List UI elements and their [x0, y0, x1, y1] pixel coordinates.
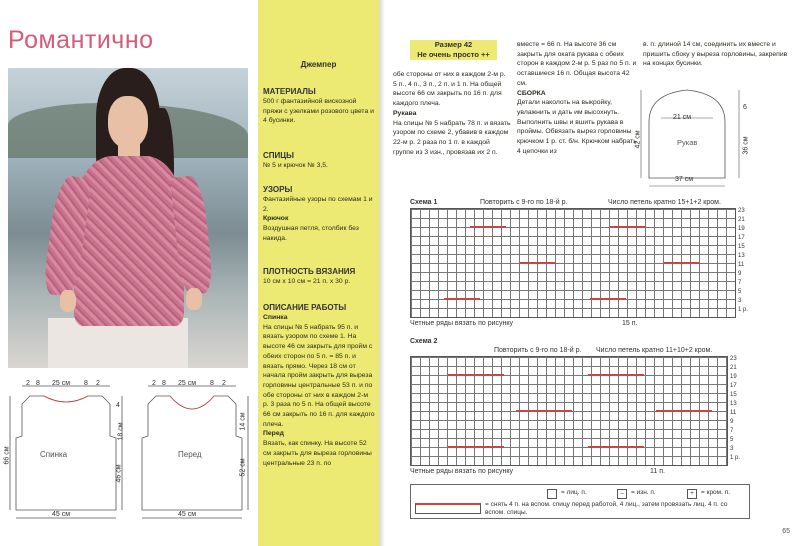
- chart2-row-label: 5: [730, 437, 734, 443]
- sleeve-top-dim: 21 см: [673, 114, 692, 121]
- chart2-row-label: 21: [730, 365, 737, 371]
- sleeve-height-dim: 42 см: [634, 130, 642, 149]
- chart2-cable-line-1: [448, 374, 504, 376]
- photo-right-hand: [186, 288, 202, 310]
- chart1-width: 15 п.: [622, 320, 638, 327]
- legend-purl: = изн. п.: [631, 489, 656, 496]
- chart1-footnote: Четные ряды вязать по рисунку: [410, 320, 514, 327]
- chart2-cable-line-4: [656, 410, 712, 412]
- section-materials: [263, 86, 375, 126]
- edge-symbol-icon: +: [687, 489, 697, 499]
- gauge-heading: ПЛОТНОСТЬ ВЯЗАНИЯ: [263, 267, 356, 276]
- chart1-cable-line-5: [444, 298, 480, 300]
- back-side-dim-3: 46 см: [115, 464, 123, 483]
- col3-text: в. п. длиной 14 см, соединить их вместе и пришить сбоку у выреза горловины, закрепив на концах бусинки.: [643, 41, 788, 68]
- sleeve-label: Рукав: [677, 138, 698, 147]
- chart2-cable-line-6: [588, 446, 644, 448]
- back-top-dim-1: 2: [26, 380, 30, 387]
- chart1-cable-line-4: [664, 262, 700, 264]
- chart2-row-label: 7: [730, 428, 734, 434]
- chart1-row-label: 17: [738, 235, 745, 241]
- chart2-row-label: 11: [730, 410, 737, 416]
- chart1-row-label: 3: [738, 298, 742, 304]
- front-top-dim-2: 8: [162, 380, 166, 387]
- chart1-cable-line-2: [610, 226, 646, 228]
- front-side-dim-1: 14 см: [239, 412, 247, 431]
- patterns-text: Фантазийные узоры по схемам 1 и 2.: [263, 196, 373, 213]
- model-photo: [8, 68, 248, 368]
- size-box: [410, 40, 497, 60]
- chart1-repeat: Повторить с 9-го по 18-й р.: [480, 199, 568, 206]
- back-side-dim-2: 18 см: [117, 422, 125, 441]
- chart1-cable-line-3: [520, 262, 556, 264]
- back-label: Спинка: [40, 450, 68, 459]
- instructions-col-2: [517, 40, 637, 156]
- section-needles: [263, 150, 375, 171]
- materials-heading: МАТЕРИАЛЫ: [263, 87, 316, 96]
- chart1-row-label: 19: [738, 226, 745, 232]
- gauge-text: 10 см x 10 см = 21 п. x 30 р.: [263, 278, 351, 285]
- chart2-row-label: 13: [730, 401, 737, 407]
- left-page: [0, 0, 258, 546]
- chart1-row-label: 5: [738, 289, 742, 295]
- chart1-row-label: 21: [738, 217, 745, 223]
- knit-symbol-icon: [547, 489, 557, 499]
- front-top-dim-5: 2: [222, 380, 226, 387]
- back-bottom-dim: 45 см: [52, 511, 71, 518]
- front-top-dim-3: 25 см: [178, 380, 197, 387]
- back-top-dim-4: 8: [84, 380, 88, 387]
- section-gauge: [263, 266, 375, 287]
- front-instructions: Вязать, как спинку. На высоте 52 см закрыть для выреза горловины центральные 23 п. по: [263, 440, 372, 467]
- chart2-width: 11 п.: [650, 468, 665, 475]
- front-side-dim-2: 52 см: [239, 458, 247, 477]
- purl-symbol-icon: –: [617, 489, 627, 499]
- patterns-heading: УЗОРЫ: [263, 185, 293, 194]
- chart2-row-label: 23: [730, 356, 737, 362]
- chart2-cable-line-2: [588, 374, 644, 376]
- needles-heading: СПИЦЫ: [263, 151, 294, 160]
- back-subheading: Спинка: [263, 314, 288, 321]
- chart1-cable-line-1: [470, 226, 506, 228]
- chart1-row-label: 7: [738, 280, 742, 286]
- chart1-cable-line-6: [590, 298, 626, 300]
- sleeve-cap-dim: 6: [743, 104, 747, 111]
- chart2-cable-line-3: [516, 410, 572, 412]
- photo-face: [108, 96, 148, 148]
- legend-knit: = лиц. п.: [561, 489, 587, 496]
- back-instructions: На спицы № 5 набрать 95 п. и вязать узором по схеме 1. На высоте 46 см закрыть для пройм с обеих сторон по 5 п. = 85 п. и вязать прямо. Через 18 см от начала пройм закрыть для выреза горловины центральные 53 п. и по обе стороны от них в каждом 2-м р. 3 раза по 5 п. На общей высоте 66 см закрыть по 16 п. для каждого плеча.: [263, 323, 375, 428]
- sleeve-bottom-dim: 37 см: [675, 176, 694, 183]
- chart1-row-label: 13: [738, 253, 745, 259]
- assembly-heading: СБОРКА: [517, 89, 546, 97]
- instructions-col-3: [643, 40, 793, 69]
- page-title: Романтично: [8, 26, 154, 54]
- chart2-row-label: 15: [730, 392, 737, 398]
- crochet-subheading: Крючок: [263, 215, 289, 223]
- back-top-dim-2: 8: [36, 380, 40, 387]
- chart2-row-label: 3: [730, 446, 734, 452]
- chart2-row-label: 19: [730, 374, 737, 380]
- chart2-repeat: Повторить с 9-го по 18-й р.: [494, 347, 582, 354]
- sleeves-heading: Рукава: [393, 109, 417, 117]
- back-top-dim-3: 25 см: [52, 380, 71, 387]
- front-top-dim-1: 2: [152, 380, 156, 387]
- chart2-count: Число петель кратно 11+10+2 кром.: [596, 347, 713, 354]
- legend-cable: = снять 4 п. на вспом. спицу перед работой, 4 лиц., затем провязать лиц. 4 п. со вспом. спицы.: [485, 501, 728, 516]
- front-label: Перед: [178, 450, 202, 459]
- materials-text: 500 г фантазийной вискозной пряжи с узелками розового цвета и 4 бусинки.: [263, 98, 374, 125]
- legend-edge: = кром. п.: [701, 489, 731, 496]
- chart2-row-label: 1 р.: [730, 455, 741, 461]
- front-subheading: Перед: [263, 430, 284, 438]
- page-number: 65: [782, 528, 790, 535]
- description-heading: ОПИСАНИЕ РАБОТЫ: [263, 303, 347, 312]
- assembly-text: Детали наколоть на выкройку, увлажнить и дать им высохнуть. Выполнить швы и вшить рукава в проймы. Обвязать вырез горловины крючком 1 р. ст. б/н. Крючком набрать 4 цепочки из: [517, 99, 637, 155]
- back-side-dim-1: 4: [116, 402, 120, 409]
- chart2-row-label: 17: [730, 383, 737, 389]
- photo-left-hand: [60, 290, 76, 312]
- back-side-dim-4: 66 см: [3, 446, 11, 465]
- chart2-row-label: 9: [730, 419, 734, 425]
- chart2-title: Схема 2: [410, 338, 438, 345]
- chart1-row-label: 11: [738, 262, 745, 268]
- chart2-cable-line-5: [448, 446, 504, 448]
- front-top-dim-4: 8: [210, 380, 214, 387]
- section-description: [263, 302, 375, 468]
- size-label: Размер 42: [434, 40, 473, 49]
- front-bottom-dim: 45 см: [178, 511, 197, 518]
- chart2-footnote: Четные ряды вязать по рисунку: [410, 468, 514, 475]
- instructions-col-1: [393, 70, 511, 157]
- chart1-row-label: 23: [738, 208, 745, 214]
- needles-text: № 5 и крючок № 3,5.: [263, 162, 328, 169]
- sleeves-text: На спицы № 5 набрать 78 п. и вязать узором по схеме 2, убавив в каждом 22-м р. 2 раза по 1 п. в каждой группе из 3 изн., провязав их 2 п.: [393, 119, 511, 156]
- chart1-title: Схема 1: [410, 199, 438, 206]
- symbol-legend: [410, 484, 750, 519]
- chart1-row-label: 1 р.: [738, 307, 749, 313]
- cable-symbol-icon: [415, 503, 481, 514]
- chart1-count: Число петель кратно 15+1+2 кром.: [608, 199, 721, 206]
- item-header: Джемпер: [300, 60, 337, 69]
- col1-text: обе стороны от них в каждом 2-м р. 5 п., 4 п., 3 п., 2 п. и 1 п. На общей высоте 66 см закрыть по 16 п. для каждого плеча.: [393, 71, 506, 108]
- difficulty-label: Не очень просто ++: [417, 50, 490, 59]
- col2-text: вместе = 66 п. На высоте 36 см закрыть для оката рукава с обеих сторон в каждом 2-м р. 5 раз по 5 п. и оставшиеся 16 п. Общая высота 42 см.: [517, 41, 637, 87]
- sleeve-side-dim: 36 см: [742, 136, 750, 155]
- materials-column: [258, 0, 379, 546]
- back-top-dim-5: 2: [96, 380, 100, 387]
- chart1-row-label: 9: [738, 271, 742, 277]
- section-patterns: [263, 184, 375, 244]
- crochet-text: Воздушная петля, столбик без накида.: [263, 225, 359, 242]
- chart1-row-label: 15: [738, 244, 745, 250]
